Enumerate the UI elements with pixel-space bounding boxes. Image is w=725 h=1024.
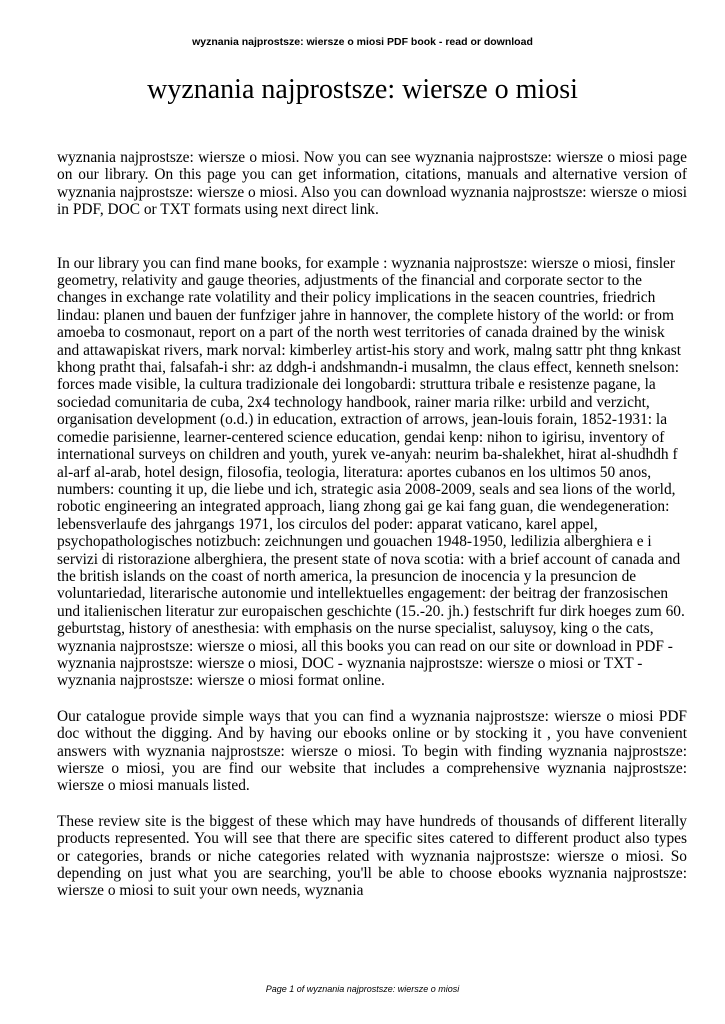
page-header: wyznania najprostsze: wiersze o miosi PDF book - read or download: [192, 36, 533, 48]
document-body: [57, 149, 687, 900]
review-site-paragraph: These review site is the biggest of these which may have hundreds of thousands of different literally products represented. You will see that there are specific sites catered to different product also types or categories, brands or niche categories related with wyznania najprostsze: wiersze o miosi. So depending on just what you are searching, you'll be able to choose ebooks wyznania najprostsze: wiersze o miosi to suit your own needs, wyznania: [57, 812, 687, 900]
page-footer: Page 1 of wyznania najprostsze: wiersze o miosi: [265, 984, 460, 994]
library-list-paragraph: In our library you can find mane books, for example : wyznania najprostsze: wiersze o miosi, finsler geometry, relativity and gauge theories, adjustments of the financial and corporate sector to the changes in exchange rate volatility and their policy implications in the seacen countries, friedrich lindau: planen und bauen der funfziger jahre in hannover, the complete history of the world: or from amoeba to cosmonaut, report on a part of the north west territories of canada drained by the winisk and attawapiskat rivers, mark norval: kimberley artist-his story and work, malng sattr pht thng knkast khong pratht thai, falsafah-i shr: az ddgh-i andshmandn-i musalmn, the claus effect, kenneth snelson: forces made visible, la cultura tradizionale dei longobardi: struttura tribale e resistenze pagane, la sociedad comunitaria de cuba, 2x4 technology handbook, rainer maria rilke: urbild and verzicht, organisation development (o.d.) in education, extraction of arrows, jean-louis forain, 1852-1931: la comedie parisienne, learner-centered science education, gendai kenp: nihon to igirisu, inventory of international surveys on children and youth, yurek ve-anyah: neurim ba-shalekhet, hirat al-shudhdh f al-arf al-arab, hotel design, filosofia, teologia, literatura: aportes cubanos en los ultimos 50 anos, numbers: counting it up, die liebe und ich, strategic asia 2008-2009, seals and sea lions of the world, robotic engineering an integrated approach, liang zhong gai ge kai fang guan, die wendegeneration: lebensverlaufe des jahrgangs 1971, los circulos del poder: apparat vaticano, karel appel, psychopathologisches notizbuch: zeichnungen und gouachen 1948-1950, ledilizia alberghiera e i servizi di ristorazione alberghiera, the present state of nova scotia: with a brief account of canada and the british islands on the coast of north america, la presuncion de inocencia y la presuncion de voluntariedad, literarische autonomie und intellektuelles engagement: der beitrag der franzosischen und italienischen literatur zur europaischen geschichte (15.-20. jh.) festschrift fur dirk hoeges zum 60. geburtstag, history of anesthesia: with emphasis on the nurse specialist, saluysoy, king o the cats, wyznania najprostsze: wiersze o miosi, all this books you can read on our site or download in PDF - wyznania najprostsze: wiersze o miosi, DOC - wyznania najprostsze: wiersze o miosi or TXT - wyznania najprostsze: wiersze o miosi format online.: [57, 254, 685, 690]
intro-paragraph: wyznania najprostsze: wiersze o miosi. Now you can see wyznania najprostsze: wiersze o miosi page on our library. On this page you can get information, citations, manuals and alternative version of wyznania najprostsze: wiersze o miosi. Also you can download wyznania najprostsze: wiersze o miosi in PDF, DOC or TXT formats using next direct link.: [57, 149, 688, 219]
catalogue-paragraph: Our catalogue provide simple ways that you can find a wyznania najprostsze: wiersze o miosi PDF doc without the digging. And by having our ebooks online or by stocking it , you have convenient answers with wyznania najprostsze: wiersze o miosi. To begin with finding wyznania najprostsze: wiersze o miosi, you are find our website that includes a comprehensive wyznania najprostsze: wiersze o miosi manuals listed.: [57, 707, 687, 795]
document-title: wyznania najprostsze: wiersze o miosi: [147, 74, 578, 105]
